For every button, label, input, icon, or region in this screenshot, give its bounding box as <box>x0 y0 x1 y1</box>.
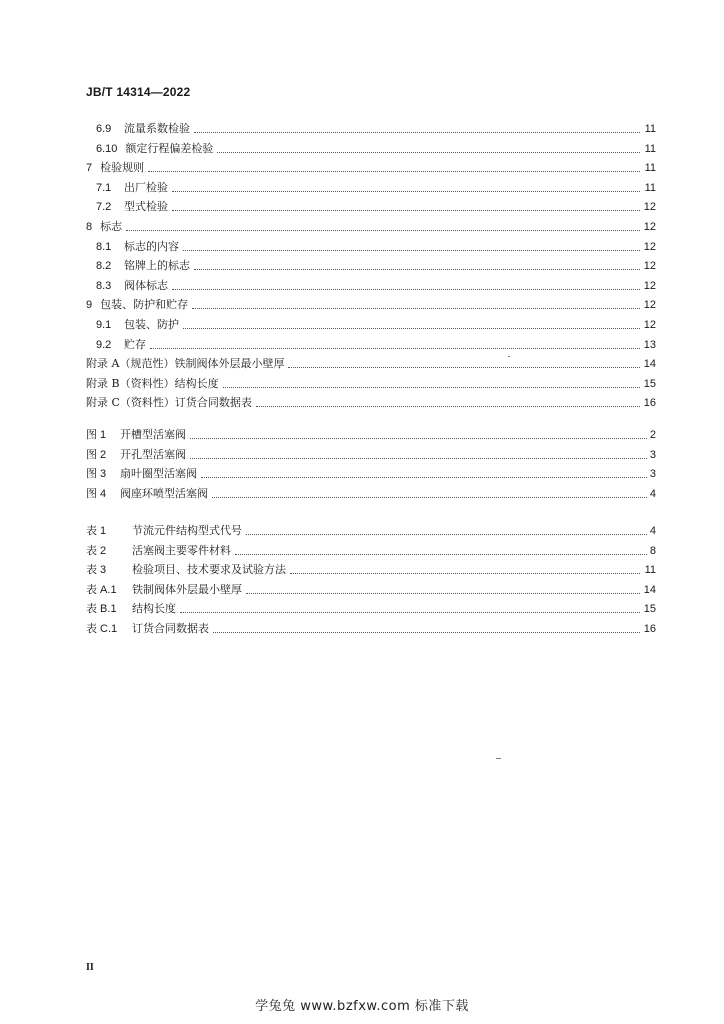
toc-entry-number: 9 <box>86 299 93 311</box>
toc-entry-title: 包装、防护 <box>124 318 179 331</box>
standard-code: JB/T 14314—2022 <box>86 85 191 99</box>
toc-section-entry <box>0 376 724 392</box>
toc-entry-number: 8 <box>86 221 93 233</box>
toc-entry-page: 12 <box>643 299 656 311</box>
toc-entry-number: 表 B.1 <box>86 603 117 615</box>
toc-leader-dots <box>256 406 640 407</box>
toc-figure-entry <box>0 466 724 482</box>
toc-entry-label <box>96 199 170 215</box>
page-number: II <box>86 962 94 973</box>
toc-entry-page: 12 <box>643 280 656 292</box>
toc-section-entry <box>0 297 724 313</box>
toc-section-entry <box>0 337 724 353</box>
toc-leader-dots <box>288 367 640 368</box>
toc-entry-page: 14 <box>643 358 656 370</box>
toc-section-entry <box>0 258 724 274</box>
scan-speck <box>508 356 510 357</box>
toc-entry-title: 附录 C（资料性）订货合同数据表 <box>86 396 252 409</box>
toc-entry-label <box>96 258 192 274</box>
toc-leader-dots <box>235 554 647 555</box>
toc-entry-number: 7.1 <box>96 182 112 194</box>
toc-table-entry <box>0 523 724 539</box>
toc-section-entry <box>0 278 724 294</box>
toc-entry-page: 3 <box>649 468 656 480</box>
toc-entry-title: 阀体标志 <box>124 279 168 292</box>
toc-leader-dots <box>212 497 647 498</box>
toc-entry-number: 表 A.1 <box>86 584 117 596</box>
toc-entry-number: 6.9 <box>96 123 112 135</box>
toc-entry-number: 表 3 <box>86 564 107 576</box>
toc-entry-title: 开槽型活塞阀 <box>120 428 186 441</box>
toc-entry-label <box>86 447 188 463</box>
toc-entry-title: 贮存 <box>124 338 146 351</box>
toc-entry-page: 12 <box>643 221 656 233</box>
toc-entry-title: 标志的内容 <box>124 240 179 253</box>
toc-leader-dots <box>290 573 640 574</box>
toc-section-entry <box>0 180 724 196</box>
toc-table-entry <box>0 621 724 637</box>
toc-entry-page: 11 <box>644 143 656 155</box>
toc-entry-title: 检验规则 <box>100 161 145 174</box>
toc-entry-label <box>86 601 178 617</box>
toc-entry-number: 图 4 <box>86 488 107 500</box>
scan-speck <box>496 758 501 759</box>
toc-table-entry <box>0 543 724 559</box>
toc-leader-dots <box>213 632 640 633</box>
toc-entry-label <box>96 141 215 157</box>
toc-figure-entry <box>0 486 724 502</box>
toc-leader-dots <box>246 593 640 594</box>
toc-section-entry <box>0 219 724 235</box>
toc-entry-page: 13 <box>643 339 656 351</box>
toc-leader-dots <box>126 230 640 231</box>
toc-section-entry <box>0 160 724 176</box>
toc-section-entry <box>0 121 724 137</box>
watermark: 学兔兔 www.bzfxw.com 标准下载 <box>255 999 469 1014</box>
toc-entry-number: 表 1 <box>86 525 107 537</box>
toc-entry-number: 6.10 <box>96 143 118 155</box>
toc-leader-dots <box>192 308 640 309</box>
toc-entry-number: 8.1 <box>96 241 112 253</box>
toc-leader-dots <box>217 152 640 153</box>
toc-entry-label <box>86 582 244 598</box>
toc-entry-label <box>96 180 170 196</box>
toc-entry-label <box>86 297 190 313</box>
toc-entry-label <box>86 160 146 176</box>
toc-leader-dots <box>150 348 640 349</box>
toc-entry-title: 活塞阀主要零件材料 <box>132 544 231 557</box>
toc-table-entry <box>0 601 724 617</box>
toc-entry-label <box>96 121 192 137</box>
toc-entry-title: 阀座环喷型活塞阀 <box>120 487 208 500</box>
toc-entry-label <box>86 562 288 578</box>
toc-entry-title: 标志 <box>100 220 123 233</box>
toc-entry-number: 图 2 <box>86 449 107 461</box>
toc-leader-dots <box>194 132 640 133</box>
toc-entry-page: 12 <box>643 201 656 213</box>
toc-entry-number: 8.3 <box>96 280 112 292</box>
toc-leader-dots <box>172 191 640 192</box>
toc-leader-dots <box>172 210 640 211</box>
toc-entry-page: 2 <box>649 429 656 441</box>
toc-entry-title: 铭牌上的标志 <box>124 259 190 272</box>
toc-entry-page: 16 <box>643 397 656 409</box>
toc-entry-number: 7.2 <box>96 201 112 213</box>
toc-leader-dots <box>183 250 640 251</box>
toc-entry-title: 出厂检验 <box>124 181 168 194</box>
toc-entry-number: 8.2 <box>96 260 112 272</box>
toc-entry-page: 8 <box>649 545 656 557</box>
toc-entry-page: 11 <box>644 162 656 174</box>
toc-entry-title: 订货合同数据表 <box>132 622 209 635</box>
toc-entry-title: 检验项目、技术要求及试验方法 <box>132 563 286 576</box>
toc-section-entry <box>0 239 724 255</box>
toc-leader-dots <box>172 289 640 290</box>
toc-leader-dots <box>223 387 640 388</box>
toc-entry-label <box>96 239 181 255</box>
toc-section-entry <box>0 395 724 411</box>
toc-entry-page: 4 <box>649 525 656 537</box>
toc-entry-label <box>86 376 221 392</box>
toc-entry-page: 4 <box>649 488 656 500</box>
toc-leader-dots <box>183 328 640 329</box>
toc-entry-label <box>86 523 244 539</box>
toc-table-entry <box>0 562 724 578</box>
toc-leader-dots <box>190 458 647 459</box>
toc-entry-label <box>86 621 211 637</box>
toc-entry-title: 附录 A（规范性）铁制阀体外层最小壁厚 <box>86 357 285 370</box>
toc-entry-label <box>86 466 199 482</box>
toc-entry-label <box>96 278 170 294</box>
toc-entry-label <box>86 486 210 502</box>
toc-entry-title: 额定行程偏差检验 <box>125 142 214 155</box>
toc-entry-page: 15 <box>643 378 656 390</box>
toc-entry-title: 铁制阀体外层最小壁厚 <box>132 583 242 596</box>
toc-entry-label <box>96 337 148 353</box>
toc-entry-title: 开孔型活塞阀 <box>120 448 186 461</box>
toc-entry-number: 表 C.1 <box>86 623 118 635</box>
toc-section-entry <box>0 199 724 215</box>
toc-entry-page: 11 <box>644 123 656 135</box>
toc-entry-title: 流量系数检验 <box>124 122 190 135</box>
toc-entry-page: 16 <box>643 623 656 635</box>
toc-leader-dots <box>148 171 640 172</box>
toc-section-entry <box>0 317 724 333</box>
toc-figure-entry <box>0 447 724 463</box>
toc-entry-number: 7 <box>86 162 93 174</box>
toc-entry-label <box>86 395 254 411</box>
toc-table-entry <box>0 582 724 598</box>
toc-entry-title: 附录 B（资料性）结构长度 <box>86 377 219 390</box>
toc-entry-label <box>86 543 233 559</box>
toc-entry-label <box>86 427 188 443</box>
toc-entry-number: 图 1 <box>86 429 107 441</box>
toc-entry-page: 14 <box>643 584 656 596</box>
toc-entry-page: 15 <box>643 603 656 615</box>
toc-entry-page: 3 <box>649 449 656 461</box>
toc-entry-page: 12 <box>643 260 656 272</box>
toc-entry-page: 12 <box>643 319 656 331</box>
toc-entry-label <box>86 356 286 372</box>
toc-leader-dots <box>246 534 647 535</box>
toc-entry-title: 扇叶圈型活塞阀 <box>120 467 197 480</box>
toc-entry-title: 结构长度 <box>132 602 176 615</box>
toc-leader-dots <box>190 438 647 439</box>
toc-entry-page: 11 <box>644 564 656 576</box>
toc-section-entry <box>0 356 724 372</box>
toc-leader-dots <box>194 269 640 270</box>
toc-entry-page: 11 <box>644 182 656 194</box>
toc-entry-number: 表 2 <box>86 545 107 557</box>
toc-entry-number: 图 3 <box>86 468 107 480</box>
toc-leader-dots <box>180 612 640 613</box>
toc-entry-label <box>96 317 181 333</box>
toc-entry-number: 9.2 <box>96 339 112 351</box>
toc-entry-number: 9.1 <box>96 319 112 331</box>
toc-entry-title: 型式检验 <box>124 200 168 213</box>
toc-figure-entry <box>0 427 724 443</box>
toc-entry-title: 包装、防护和贮存 <box>100 298 189 311</box>
toc-leader-dots <box>201 477 647 478</box>
toc-entry-title: 节流元件结构型式代号 <box>132 524 242 537</box>
toc-entry-page: 12 <box>643 241 656 253</box>
toc-entry-label <box>86 219 124 235</box>
toc-section-entry <box>0 141 724 157</box>
